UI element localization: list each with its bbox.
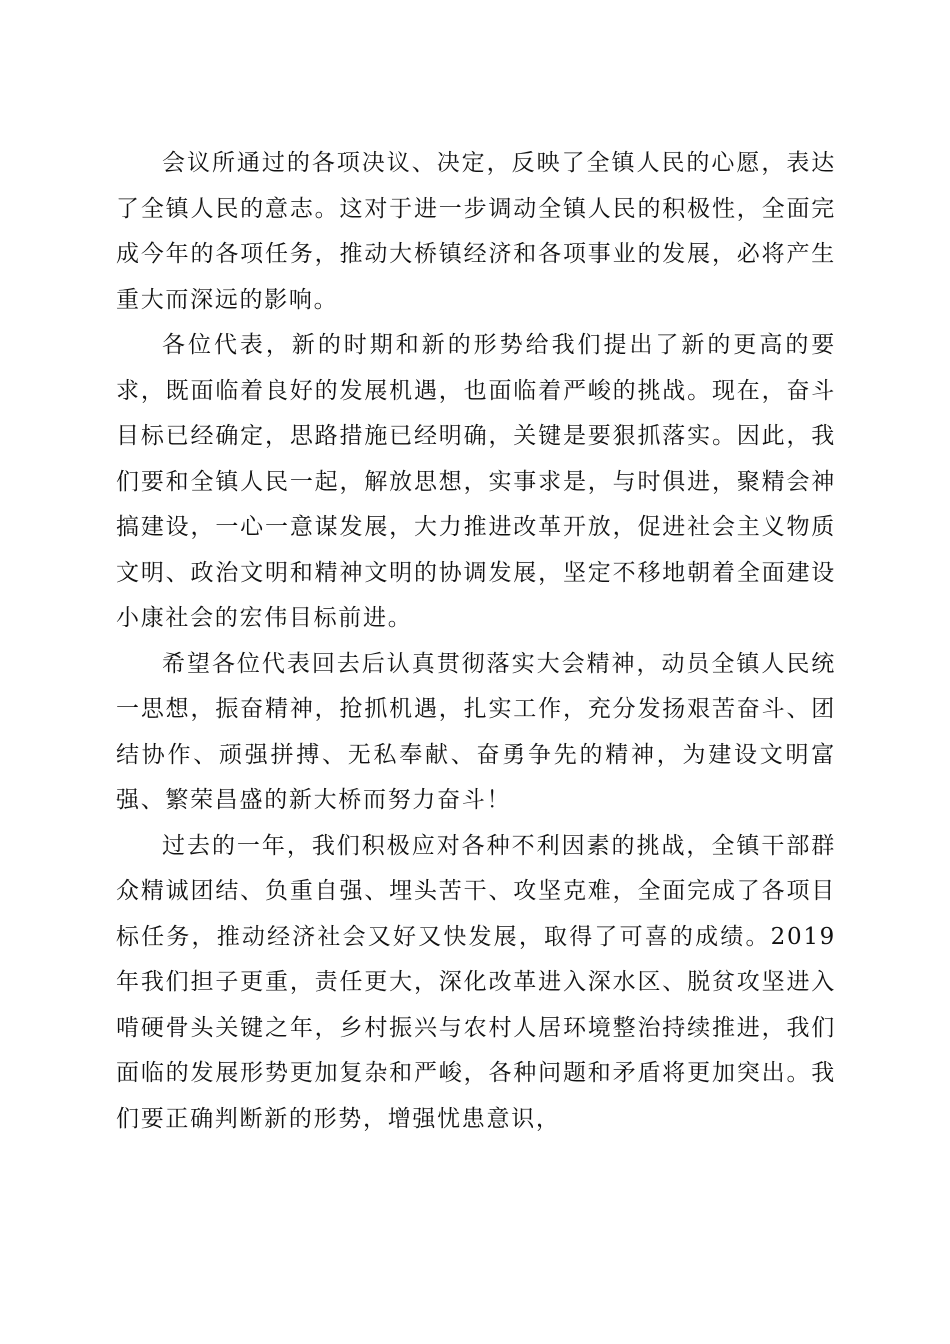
document-body [116, 141, 836, 1142]
paragraph-past-year: 过去的一年，我们积极应对各种不利因素的挑战，全镇干部群众精诚团结、负重自强、埋头苦干、攻坚克难，全面完成了各项目标任务，推动经济社会又好又快发展，取得了可喜的成绩。2019年我们担子更重，责任更大，深化改革进入深水区、脱贫攻坚进入啃硬骨头关键之年，乡村振兴与农村人居环境整治持续推进，我们面临的发展形势更加复杂和严峻，各种问题和矛盾将更加突出。我们要正确判断新的形势，增强忧患意识， [116, 832, 836, 1132]
paragraph-resolutions: 会议所通过的各项决议、决定，反映了全镇人民的心愿，表达了全镇人民的意志。这对于进一步调动全镇人民的积极性，全面完成今年的各项任务，推动大桥镇经济和各项事业的发展，必将产生重大而深远的影响。 [116, 150, 836, 313]
paragraph-representatives: 各位代表，新的时期和新的形势给我们提出了新的更高的要求，既面临着良好的发展机遇，也面临着严峻的挑战。现在，奋斗目标已经确定，思路措施已经明确，关键是要狠抓落实。因此，我们要和全镇人民一起，解放思想，实事求是，与时俱进，聚精会神搞建设，一心一意谋发展，大力推进改革开放，促进社会主义物质文明、政治文明和精神文明的协调发展，坚定不移地朝着全面建设小康社会的宏伟目标前进。 [116, 332, 836, 631]
paragraph-hope: 希望各位代表回去后认真贯彻落实大会精神，动员全镇人民统一思想，振奋精神，抢抓机遇，扎实工作，充分发扬艰苦奋斗、团结协作、顽强拼搏、无私奉献、奋勇争先的精神，为建设文明富强、繁荣昌盛的新大桥而努力奋斗！ [116, 650, 836, 813]
